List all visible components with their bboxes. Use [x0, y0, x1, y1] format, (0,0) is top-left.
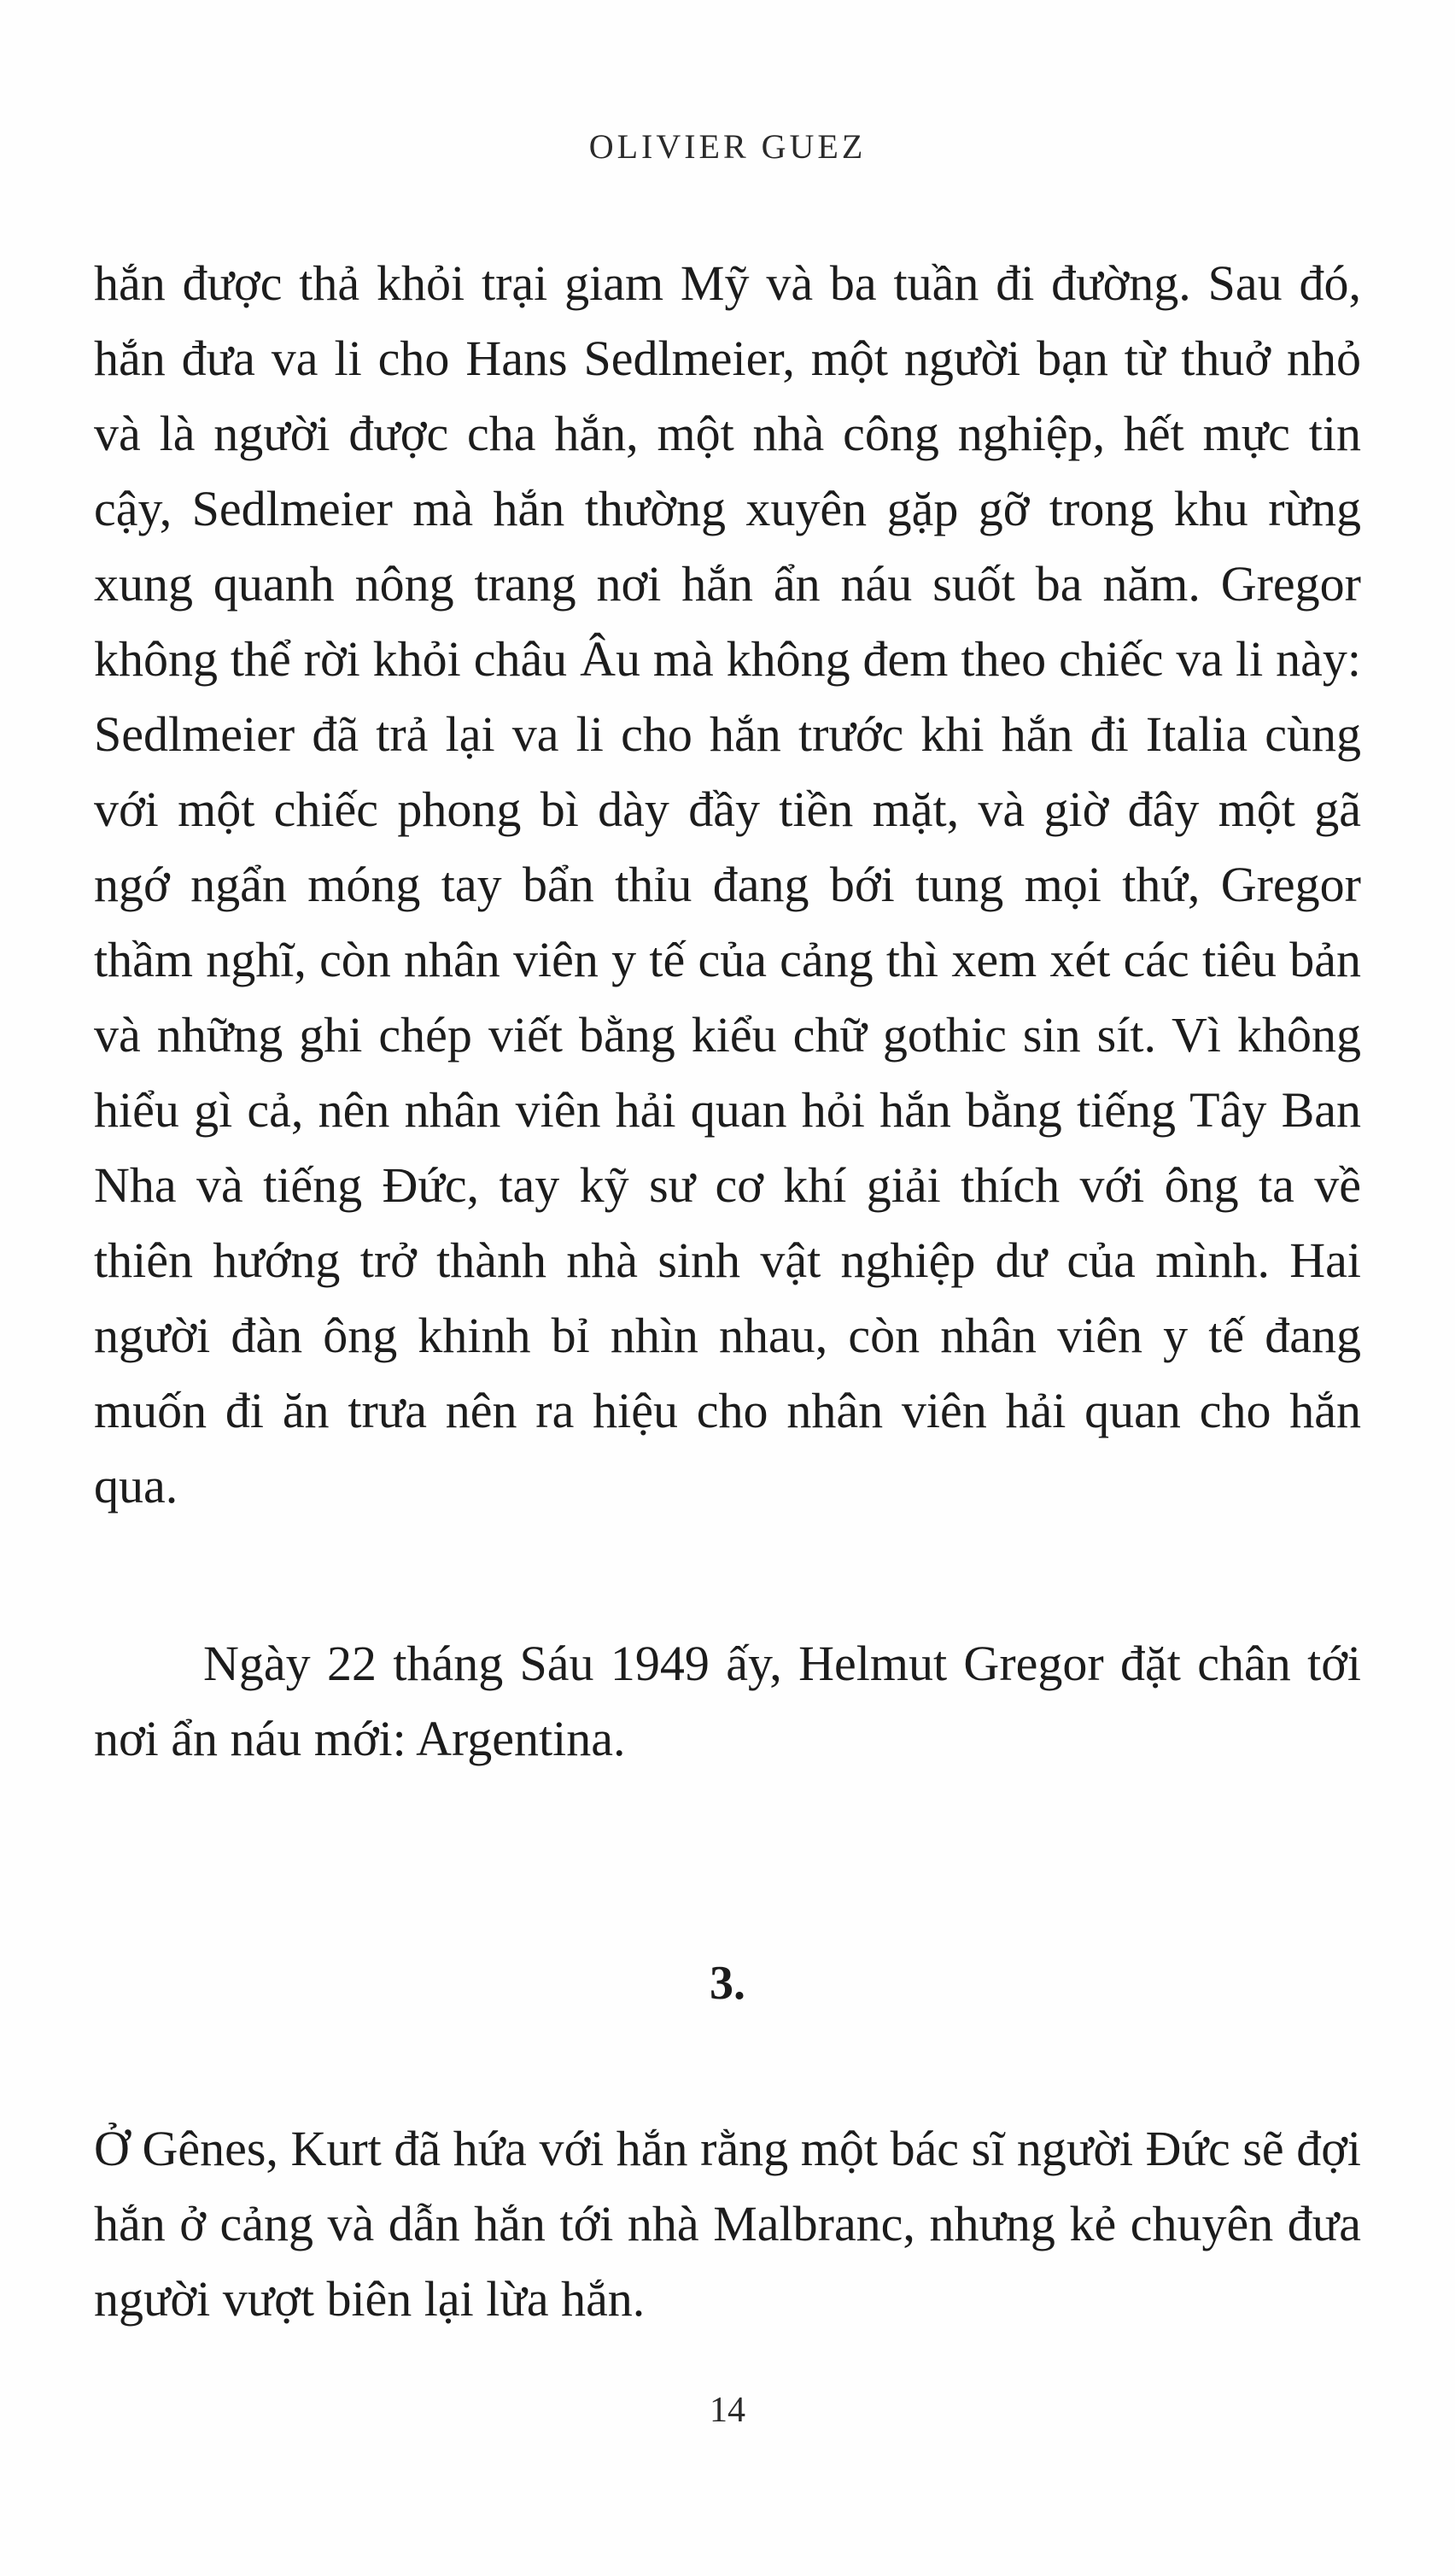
page-number: 14	[710, 2391, 745, 2430]
chapter-number: 3.	[710, 1957, 745, 2010]
paragraph: hắn được thả khỏi trại giam Mỹ và ba tuần đi đường. Sau đó, hắn đưa va li cho Hans Sedlmeier, một người bạn từ thuở nhỏ và là người được cha hắn, một nhà công nghiệp, hết mực tin cậy, Sedlmeier mà hắn thường xuyên gặp gỡ trong khu rừng xung quanh nông trang nơi hắn ẩn náu suốt ba năm. Gregor không thể rời khỏi châu Âu mà không đem theo chiếc va li này: Sedlmeier đã trả lại va li cho hắn trước khi hắn đi Italia cùng với một chiếc phong bì dày đầy tiền mặt, và giờ đây một gã ngớ ngẩn móng tay bẩn thỉu đang bới tung mọi thứ, Gregor thầm nghĩ, còn nhân viên y tế của cảng thì xem xét các tiêu bản và những ghi chép viết bằng kiểu chữ gothic sin sít. Vì không hiểu gì cả, nên nhân viên hải quan hỏi hắn bằng tiếng Tây Ban Nha và tiếng Đức, tay kỹ sư cơ khí giải thích với ông ta về thiên hướng trở thành nhà sinh vật nghiệp dư của mình. Hai người đàn ông khinh bỉ nhìn nhau, còn nhân viên y tế đang muốn đi ăn trưa nên ra hiệu cho nhân viên hải quan cho hắn qua.	[94, 255, 1361, 1513]
body-text-indented	[94, 1626, 1361, 1777]
body-text-continued	[94, 246, 1361, 1524]
chapter-opening-text	[94, 2111, 1361, 2337]
running-header: OLIVIER GUEZ	[588, 127, 867, 166]
paragraph: Ngày 22 tháng Sáu 1949 ấy, Helmut Gregor đặt chân tới nơi ẩn náu mới: Argentina.	[94, 1636, 1361, 1766]
paragraph: Ở Gênes, Kurt đã hứa với hắn rằng một bác sĩ người Đức sẽ đợi hắn ở cảng và dẫn hắn tới nhà Malbranc, nhưng kẻ chuyên đưa người vượt biên lại lừa hắn.	[94, 2121, 1361, 2327]
